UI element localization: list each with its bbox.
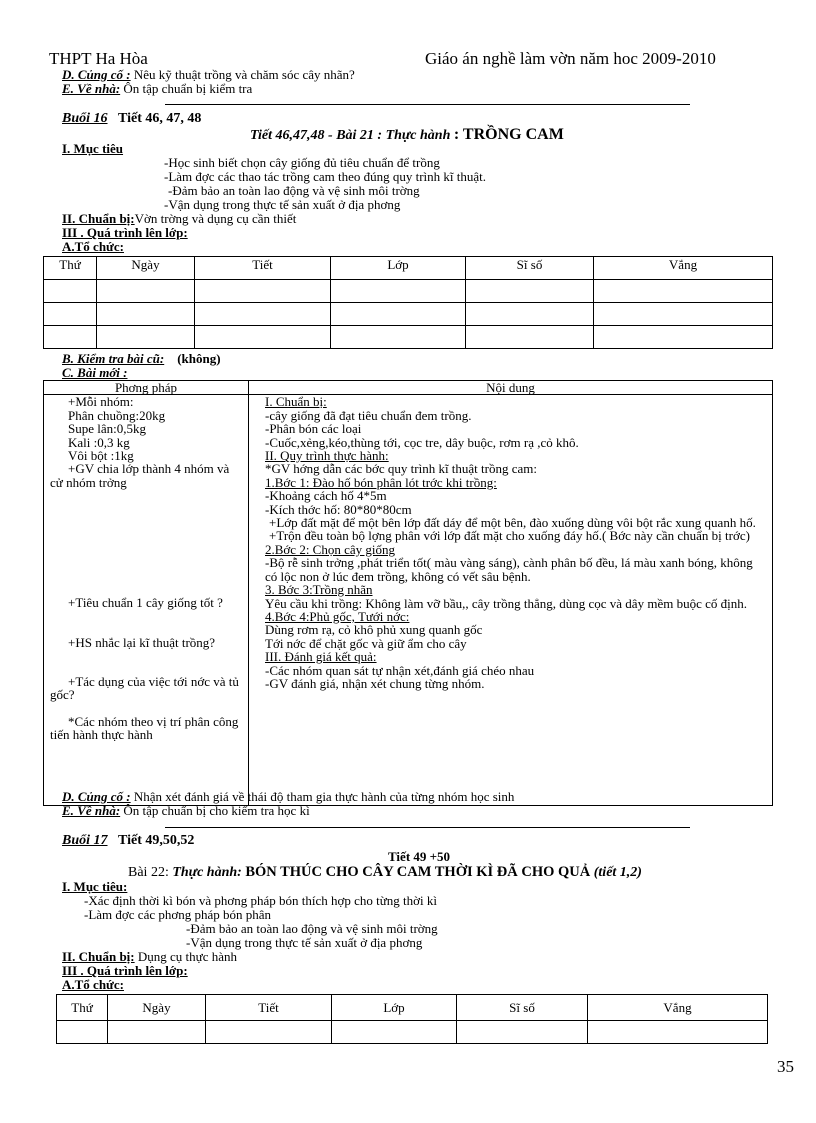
ve-nha-label: E. Về nhà: bbox=[62, 803, 121, 818]
page-number: 35 bbox=[777, 1057, 794, 1076]
buoi16-to-chuc: A.Tổ chức: bbox=[62, 239, 124, 254]
attendance-table-2 bbox=[56, 994, 768, 1044]
cung-co-text: Nhận xét đánh giá về thái độ tham gia thực hành của từng nhóm học sinh bbox=[133, 789, 515, 804]
content-item: -GV đánh giá, nhận xét chung từng nhóm. bbox=[265, 675, 485, 691]
table-row bbox=[44, 280, 773, 303]
chuan-bi-text: Dụng cụ thực hành bbox=[137, 949, 237, 964]
buoi17-muc-tieu: I. Mục tiêu: bbox=[62, 879, 128, 894]
cung-co-label: D. Củng cố : bbox=[62, 67, 131, 82]
buoi17-goal: -Đảm bảo an toàn lao động và vệ sinh môi trờng bbox=[186, 921, 438, 936]
buoi16-goal: -Vận dụng trong thực tế sản xuất ở địa phơng bbox=[164, 197, 401, 212]
content-item: +Lớp đất mặt để một bên lớp đất dáy để một bên, đào xuống dùng vôi bột rắc xung quanh hố. bbox=[269, 515, 756, 531]
content-item: Yêu cầu khi trồng: Không làm vỡ bầu,, cây trồng thẳng, dùng cọc và dây mềm buộc cố định. bbox=[265, 595, 747, 611]
method-column bbox=[44, 395, 249, 806]
buoi16-goal: -Đảm bảo an toàn lao động và vệ sinh môi trờng bbox=[168, 183, 420, 198]
content-item: -Phân bón các loại bbox=[265, 421, 362, 437]
col-phuong-phap: Phơng pháp bbox=[44, 381, 249, 395]
spacer bbox=[50, 489, 244, 596]
buoi16-ve-nha bbox=[62, 804, 310, 818]
content-item: -Cuốc,xẻng,kéo,thùng tới, cọc tre, dây buộc, rơm rạ ,cỏ khô. bbox=[265, 434, 579, 450]
method-item: +GV chia lớp thành 4 nhóm và cử nhóm trởng bbox=[50, 461, 230, 490]
table-header-row bbox=[44, 257, 773, 280]
buoi17-qua-trinh: III . Quá trình lên lớp: bbox=[62, 963, 188, 978]
method-item: Supe lân:0,5kg bbox=[68, 421, 146, 437]
buoi16-heading bbox=[62, 112, 201, 126]
bai-suffix: (tiết 1,2) bbox=[593, 865, 642, 880]
bai-moi: C. Bài mới : bbox=[62, 365, 128, 380]
content-item: 3. Bớc 3:Trồng nhãn bbox=[265, 582, 373, 598]
col-si-so: Sĩ số bbox=[466, 257, 594, 280]
col-si-so: Sĩ số bbox=[457, 995, 588, 1021]
col-tiet: Tiết bbox=[206, 995, 332, 1021]
bai-prefix: Bài 22: bbox=[128, 865, 169, 880]
attendance-table-1 bbox=[43, 256, 773, 349]
school-name: THPT Ha Hòa bbox=[49, 49, 148, 68]
buoi16-goal: -Làm đợc các thao tác trồng cam theo đúng quy trình kĩ thuật. bbox=[164, 169, 487, 184]
buoi17-to-chuc: A.Tổ chức: bbox=[62, 977, 124, 992]
lesson-table-body bbox=[44, 395, 773, 806]
content-item: -Các nhóm quan sát tự nhận xét,đánh giá chéo nhau bbox=[265, 662, 535, 678]
content-item: 2.Bớc 2: Chọn cây giống bbox=[265, 541, 395, 557]
buoi17-tiet-center: Tiết 49 +50 bbox=[388, 849, 451, 864]
content-column bbox=[249, 395, 773, 806]
method-item: Vôi bột :1kg bbox=[68, 448, 134, 464]
top-cung-co bbox=[62, 68, 355, 82]
buoi16-qua-trinh: III . Quá trình lên lớp: bbox=[62, 225, 188, 240]
cung-co-label: D. Củng cố : bbox=[62, 789, 131, 804]
ve-nha-text: Ôn tập chuẩn bị kiểm tra bbox=[123, 81, 253, 96]
chuan-bi-text: Vờn trờng và dụng cụ cần thiết bbox=[134, 211, 297, 226]
separator-line bbox=[165, 827, 690, 828]
buoi17-goal: -Vận dụng trong thực tế sản xuất ở địa phơng bbox=[186, 935, 423, 950]
method-item: Kali :0,3 kg bbox=[68, 434, 130, 450]
col-thu: Thứ bbox=[44, 257, 97, 280]
buoi16-title bbox=[250, 127, 564, 144]
buoi17-goal: -Làm đợc các phơng pháp bón phân bbox=[84, 907, 272, 922]
buoi16-chuan-bi bbox=[62, 212, 296, 226]
table-row bbox=[44, 303, 773, 326]
buoi16-goal: -Học sinh biết chọn cây giống đủ tiêu chuẩn để trồng bbox=[164, 155, 440, 170]
content-item: -Kích thớc hố: 80*80*80cm bbox=[265, 501, 412, 517]
col-thu: Thứ bbox=[57, 995, 108, 1021]
content-item: II. Quy trình thực hành: bbox=[265, 448, 389, 464]
chuan-bi-label: II. Chuẩn bị: bbox=[62, 211, 135, 226]
col-ngay: Ngày bbox=[108, 995, 206, 1021]
buoi16-title-prefix: Tiết 46,47,48 - Bài 21 : Thực hành bbox=[250, 128, 451, 143]
col-noi-dung: Nội dung bbox=[249, 381, 773, 395]
buoi17-heading bbox=[62, 834, 194, 848]
bai-thuc-hanh: Thực hành: bbox=[172, 865, 242, 880]
buoi17-tiet: Tiết 49,50,52 bbox=[118, 833, 195, 848]
ve-nha-label: E. Về nhà: bbox=[62, 81, 121, 96]
col-tiet: Tiết bbox=[195, 257, 331, 280]
buoi16-cung-co bbox=[62, 790, 514, 804]
buoi16-title-main: : TRỒNG CAM bbox=[453, 126, 564, 143]
method-item: *Các nhóm theo vị trí phân công tiến hành thực hành bbox=[50, 713, 239, 743]
buoi17-chuan-bi bbox=[62, 950, 237, 964]
spacer bbox=[50, 610, 244, 636]
cung-co-text: Nêu kỹ thuật trồng và chăm sóc cây nhãn? bbox=[133, 67, 355, 82]
col-vang: Vắng bbox=[594, 257, 773, 280]
content-item: 1.Bớc 1: Đào hố bón phân lót trớc khi trồng: bbox=[265, 474, 497, 490]
table-header-row bbox=[57, 995, 768, 1021]
col-ngay: Ngày bbox=[97, 257, 195, 280]
separator-line bbox=[165, 104, 690, 105]
content-item: *GV hớng dẫn các bớc quy trình kĩ thuật trồng cam: bbox=[265, 461, 538, 477]
col-lop: Lớp bbox=[332, 995, 457, 1021]
content-item: I. Chuẩn bị: bbox=[265, 394, 327, 410]
col-vang: Vắng bbox=[588, 995, 768, 1021]
spacer bbox=[50, 649, 244, 675]
table-row bbox=[57, 1021, 768, 1044]
kiem-tra-bai-cu bbox=[62, 352, 221, 366]
lesson-table bbox=[43, 380, 773, 806]
spacer bbox=[50, 702, 244, 715]
method-item: +Tác dụng của việc tới nớc và tủ gốc? bbox=[50, 674, 239, 703]
content-item: Tới nớc để chặt gốc và giữ ẩm cho cây bbox=[265, 635, 467, 651]
content-item: III. Đánh giá kết quả: bbox=[265, 649, 377, 665]
top-ve-nha bbox=[62, 82, 252, 96]
content-item: -cây giống đã đạt tiêu chuẩn đem trồng. bbox=[265, 407, 472, 423]
kiem-tra-text: (không) bbox=[177, 351, 221, 366]
buoi17-title bbox=[128, 864, 642, 881]
col-lop: Lớp bbox=[331, 257, 466, 280]
table-row bbox=[44, 326, 773, 349]
buoi16-tiet: Tiết 46, 47, 48 bbox=[118, 111, 202, 126]
method-item: Phân chuồng:20kg bbox=[68, 407, 166, 423]
method-item: +Mỗi nhóm: bbox=[68, 394, 134, 410]
document-subject: Giáo án nghề làm vờn năm hoc 2009-2010 bbox=[425, 49, 716, 68]
content-item: +Trộn đều toàn bộ lợng phân với lớp đất mặt cho xuống đáy hố.( Bớc này cần chuẩn bị trớc) bbox=[269, 528, 750, 544]
chuan-bi-label: II. Chuẩn bị: bbox=[62, 949, 135, 964]
content-item: -Khoảng cách hố 4*5m bbox=[265, 488, 387, 504]
kiem-tra-label: B. Kiểm tra bài cũ: bbox=[62, 351, 165, 366]
buoi16-muc-tieu: I. Mục tiêu bbox=[62, 141, 124, 156]
buoi17-goal: -Xác định thời kì bón và phơng pháp bón thích hợp cho từng thời kì bbox=[84, 893, 437, 908]
method-item: +HS nhắc lại kĩ thuật trồng? bbox=[68, 634, 216, 650]
bai-title: BÓN THÚC CHO CÂY CAM THỜI KÌ ĐÃ CHO QUẢ bbox=[245, 864, 591, 880]
buoi17-label: Buổi 17 bbox=[62, 833, 108, 848]
content-item: Dùng rơm rạ, cỏ khô phủ xung quanh gốc bbox=[265, 622, 483, 638]
buoi16-label: Buổi 16 bbox=[62, 111, 108, 126]
lesson-table-header bbox=[44, 381, 773, 395]
method-item: +Tiêu chuẩn 1 cây giống tốt ? bbox=[68, 595, 223, 611]
content-item: -Bộ rễ sinh trởng ,phát triển tốt( màu vàng sáng), cành phân bố đều, lá màu xanh bóng, không có lộc non ở lúc đem trồng, không có vết sâu bệnh. bbox=[265, 555, 753, 584]
content-item: 4.Bớc 4:Phủ gốc, Tưới nớc: bbox=[265, 608, 410, 624]
ve-nha-text: Ôn tập chuẩn bị cho kiểm tra học kì bbox=[123, 803, 310, 818]
